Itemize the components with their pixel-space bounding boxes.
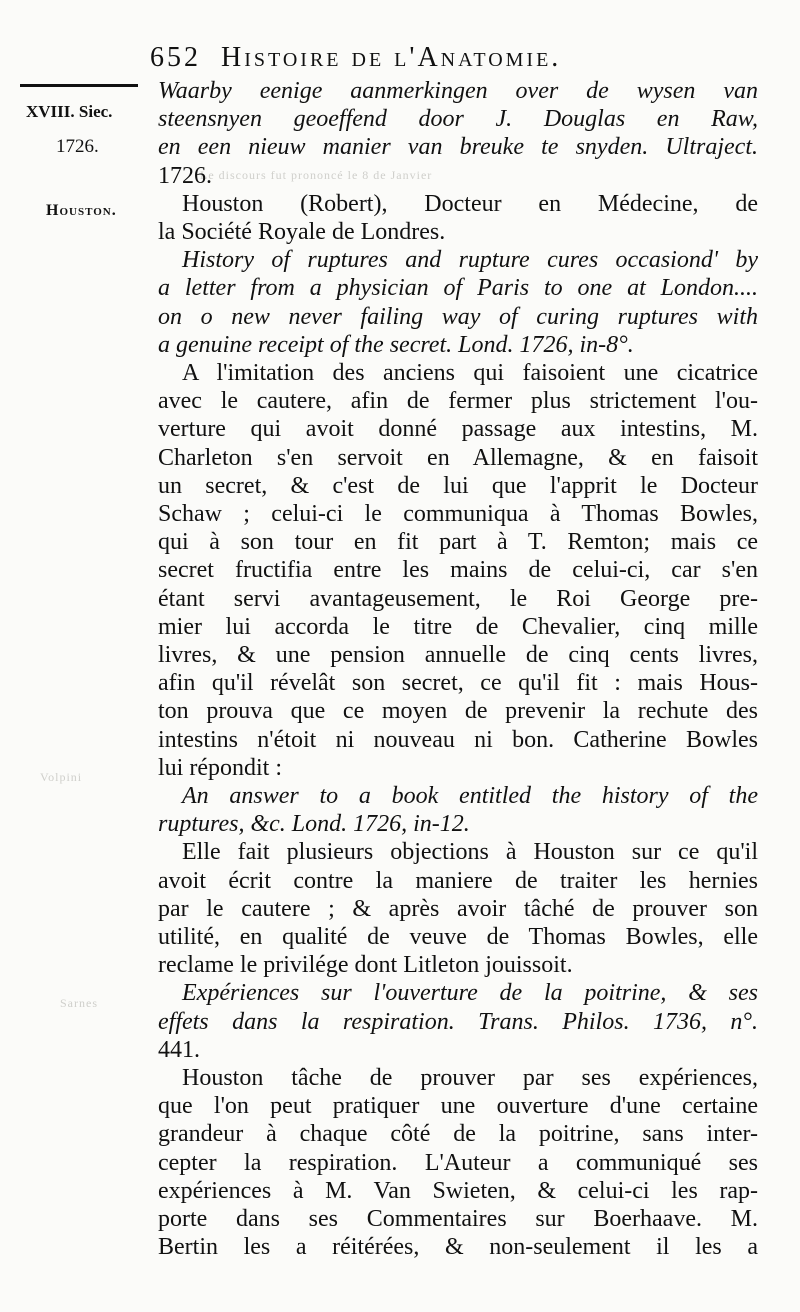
text-line: expériences à M. Van Swieten, & celui-ci les rap- bbox=[158, 1177, 758, 1204]
text-line: reclame le privilége dont Litleton jouissoit. bbox=[158, 952, 573, 979]
text-line: secret fructifia entre les mains de celui-ci, car s'en bbox=[158, 557, 758, 584]
text-line: cepter la respiration. L'Auteur a communiqué ses bbox=[158, 1149, 758, 1176]
text-line: la Société Royale de Londres. bbox=[158, 219, 446, 245]
text-line: Bertin les a réitérées, & non-seulement il les a bbox=[158, 1234, 758, 1261]
bleed-through-text: Volpini bbox=[40, 770, 83, 784]
text-line: Elle fait plusieurs objections à Houston sur ce qu'il bbox=[182, 839, 758, 866]
text-line: utilité, en qualité de veuve de Thomas Bowles, elle bbox=[158, 924, 758, 950]
margin-century: XVIII. Siec. bbox=[26, 102, 113, 121]
text-line: An answer to a book entitled the history of the bbox=[182, 783, 758, 809]
text-line: a genuine receipt of the secret. Lond. 1726, in-8°. bbox=[158, 331, 634, 358]
text-line: verture qui avoit donné passage aux intestins, M. bbox=[158, 416, 758, 443]
text-line: A l'imitation des anciens qui faisoient une cicatrice bbox=[182, 360, 758, 386]
text-line: Houston tâche de prouver par ses expériences, bbox=[182, 1065, 758, 1091]
text-line: steensnyen geoeffend door J. Douglas en Raw, bbox=[158, 106, 758, 133]
margin-year: 1726. bbox=[56, 136, 99, 157]
text-line: a letter from a physician of Paris to one at London.... bbox=[158, 275, 758, 302]
bleed-through-text: Sarnes bbox=[60, 996, 98, 1010]
page-number: 652 bbox=[150, 42, 201, 73]
page-title: Histoire de l'Anatomie. bbox=[221, 42, 562, 73]
text-line: Schaw ; celui-ci le communiqua à Thomas Bowles, bbox=[158, 501, 758, 527]
text-line: que l'on peut pratiquer une ouverture d'une certaine bbox=[158, 1093, 758, 1120]
text-line: avec le cautere, afin de fermer plus strictement l'ou- bbox=[158, 388, 758, 415]
margin-author: Houston. bbox=[46, 202, 117, 219]
text-line: lui répondit : bbox=[158, 754, 282, 781]
text-line: Waarby eenige aanmerkingen over de wysen van bbox=[158, 78, 758, 104]
text-line: 1726. bbox=[158, 162, 212, 189]
bleed-through-text: Le discours fut prononcé le 8 de Janvier bbox=[200, 168, 433, 182]
text-line: un secret, & c'est de lui que l'apprit le Docteur bbox=[158, 472, 758, 499]
text-line: ton prouva que ce moyen de prevenir la rechute des bbox=[158, 698, 758, 725]
margin-rule bbox=[20, 84, 138, 87]
text-line: Houston (Robert), Docteur en Médecine, de bbox=[182, 190, 758, 217]
text-line: afin qu'il révelât son secret, ce qu'il fit : mais Hous- bbox=[158, 670, 758, 697]
text-line: effets dans la respiration. Trans. Philos. 1736, n°. bbox=[158, 1008, 758, 1035]
text-line: on o new never failing way of curing ruptures with bbox=[158, 303, 758, 330]
text-line: grandeur à chaque côté de la poitrine, sans inter- bbox=[158, 1121, 758, 1148]
text-line: History of ruptures and rupture cures occasiond' by bbox=[182, 247, 758, 274]
text-line: intestins n'étoit ni nouveau ni bon. Catherine Bowles bbox=[158, 726, 758, 753]
text-line: livres, & une pension annuelle de cinq cents livres, bbox=[158, 642, 758, 668]
text-line: avoit écrit contre la maniere de traiter les hernies bbox=[158, 867, 758, 894]
text-line: ruptures, &c. Lond. 1726, in-12. bbox=[158, 811, 470, 838]
text-line: en een nieuw manier van breuke te snyden. Ultraject. bbox=[158, 134, 758, 161]
text-line: Expériences sur l'ouverture de la poitrine, & ses bbox=[182, 980, 758, 1007]
text-line: étant servi avantageusement, le Roi George pre- bbox=[158, 585, 758, 612]
text-line: mier lui accorda le titre de Chevalier, cinq mille bbox=[158, 613, 758, 640]
text-line: qui à son tour en fit part à T. Remton; mais ce bbox=[158, 529, 758, 556]
text-line: par le cautere ; & après avoir tâché de prouver son bbox=[158, 895, 758, 922]
running-header bbox=[150, 42, 760, 74]
text-line: porte dans ses Commentaires sur Boerhaave. M. bbox=[158, 1206, 758, 1232]
text-line: 441. bbox=[158, 1036, 200, 1063]
text-line: Charleton s'en servoit en Allemagne, & en faisoit bbox=[158, 444, 758, 471]
